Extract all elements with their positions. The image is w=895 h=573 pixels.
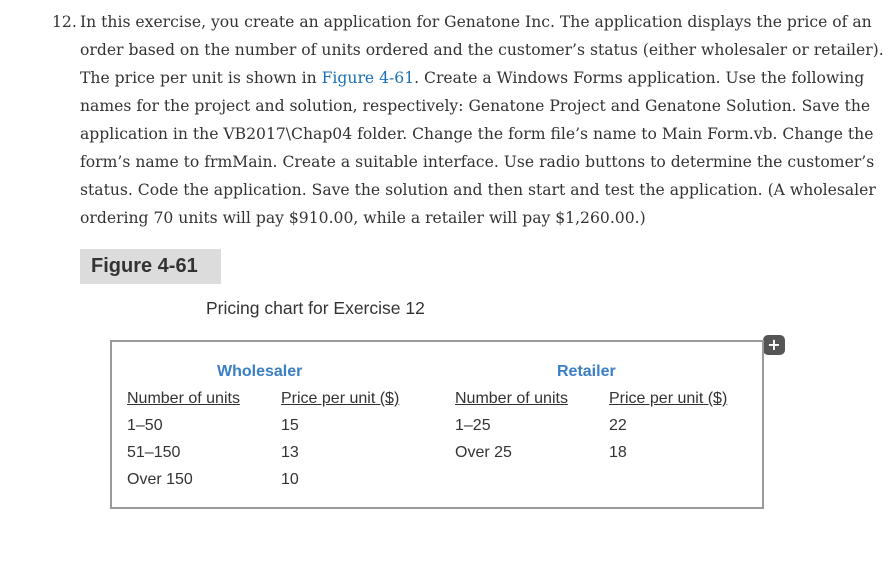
table-cell: Over 150 <box>127 471 193 488</box>
exercise-line: form’s name to frmMain. Create a suitable interface. Use radio buttons to determine the customer’s <box>80 153 875 171</box>
column-header: Price per unit ($) <box>609 390 728 407</box>
figure-caption: Pricing chart for Exercise 12 <box>206 298 425 318</box>
table-cell: 15 <box>281 417 299 434</box>
exercise-line-text: The price per unit is shown in <box>80 69 322 87</box>
table-cell: Over 25 <box>455 444 512 461</box>
exercise-line: names for the project and solution, respectively: Genatone Project and Genatone Solution. Save the <box>80 97 871 115</box>
exercise-line: status. Code the application. Save the solution and then start and test the application. (A wholesaler <box>80 181 876 199</box>
pricing-chart-table <box>110 340 764 509</box>
table-cell: 22 <box>609 417 627 434</box>
retailer-heading: Retailer <box>557 363 616 380</box>
column-header: Price per unit ($) <box>281 390 400 407</box>
table-cell: 51–150 <box>127 444 181 461</box>
table-cell: 13 <box>281 444 299 461</box>
exercise-line: application in the VB2017\Chap04 folder. Change the form file’s name to Main Form.vb. Change the <box>80 125 874 143</box>
figure-label: Figure 4-61 <box>80 249 221 284</box>
exercise-number: 12. <box>52 13 77 31</box>
table-cell: 1–25 <box>455 417 491 434</box>
table-cell: 18 <box>609 444 627 461</box>
table-cell: 1–50 <box>127 417 163 434</box>
plus-icon[interactable]: + <box>763 335 785 355</box>
exercise-text <box>80 8 884 232</box>
column-header: Number of units <box>455 390 568 407</box>
exercise-line: order based on the number of units ordered and the customer’s status (either wholesaler or retailer). <box>80 41 884 59</box>
exercise-line <box>80 64 880 92</box>
table-cell: 10 <box>281 471 299 488</box>
exercise-line-text: . Create a Windows Forms application. Use the following <box>414 69 865 87</box>
exercise-line: ordering 70 units will pay $910.00, while a retailer will pay $1,260.00.) <box>80 209 646 227</box>
exercise-line: In this exercise, you create an application for Genatone Inc. The application displays the price of an <box>80 13 872 31</box>
wholesaler-heading: Wholesaler <box>217 363 303 380</box>
figure-4-61-link[interactable]: Figure 4-61 <box>321 69 415 87</box>
column-header: Number of units <box>127 390 240 407</box>
